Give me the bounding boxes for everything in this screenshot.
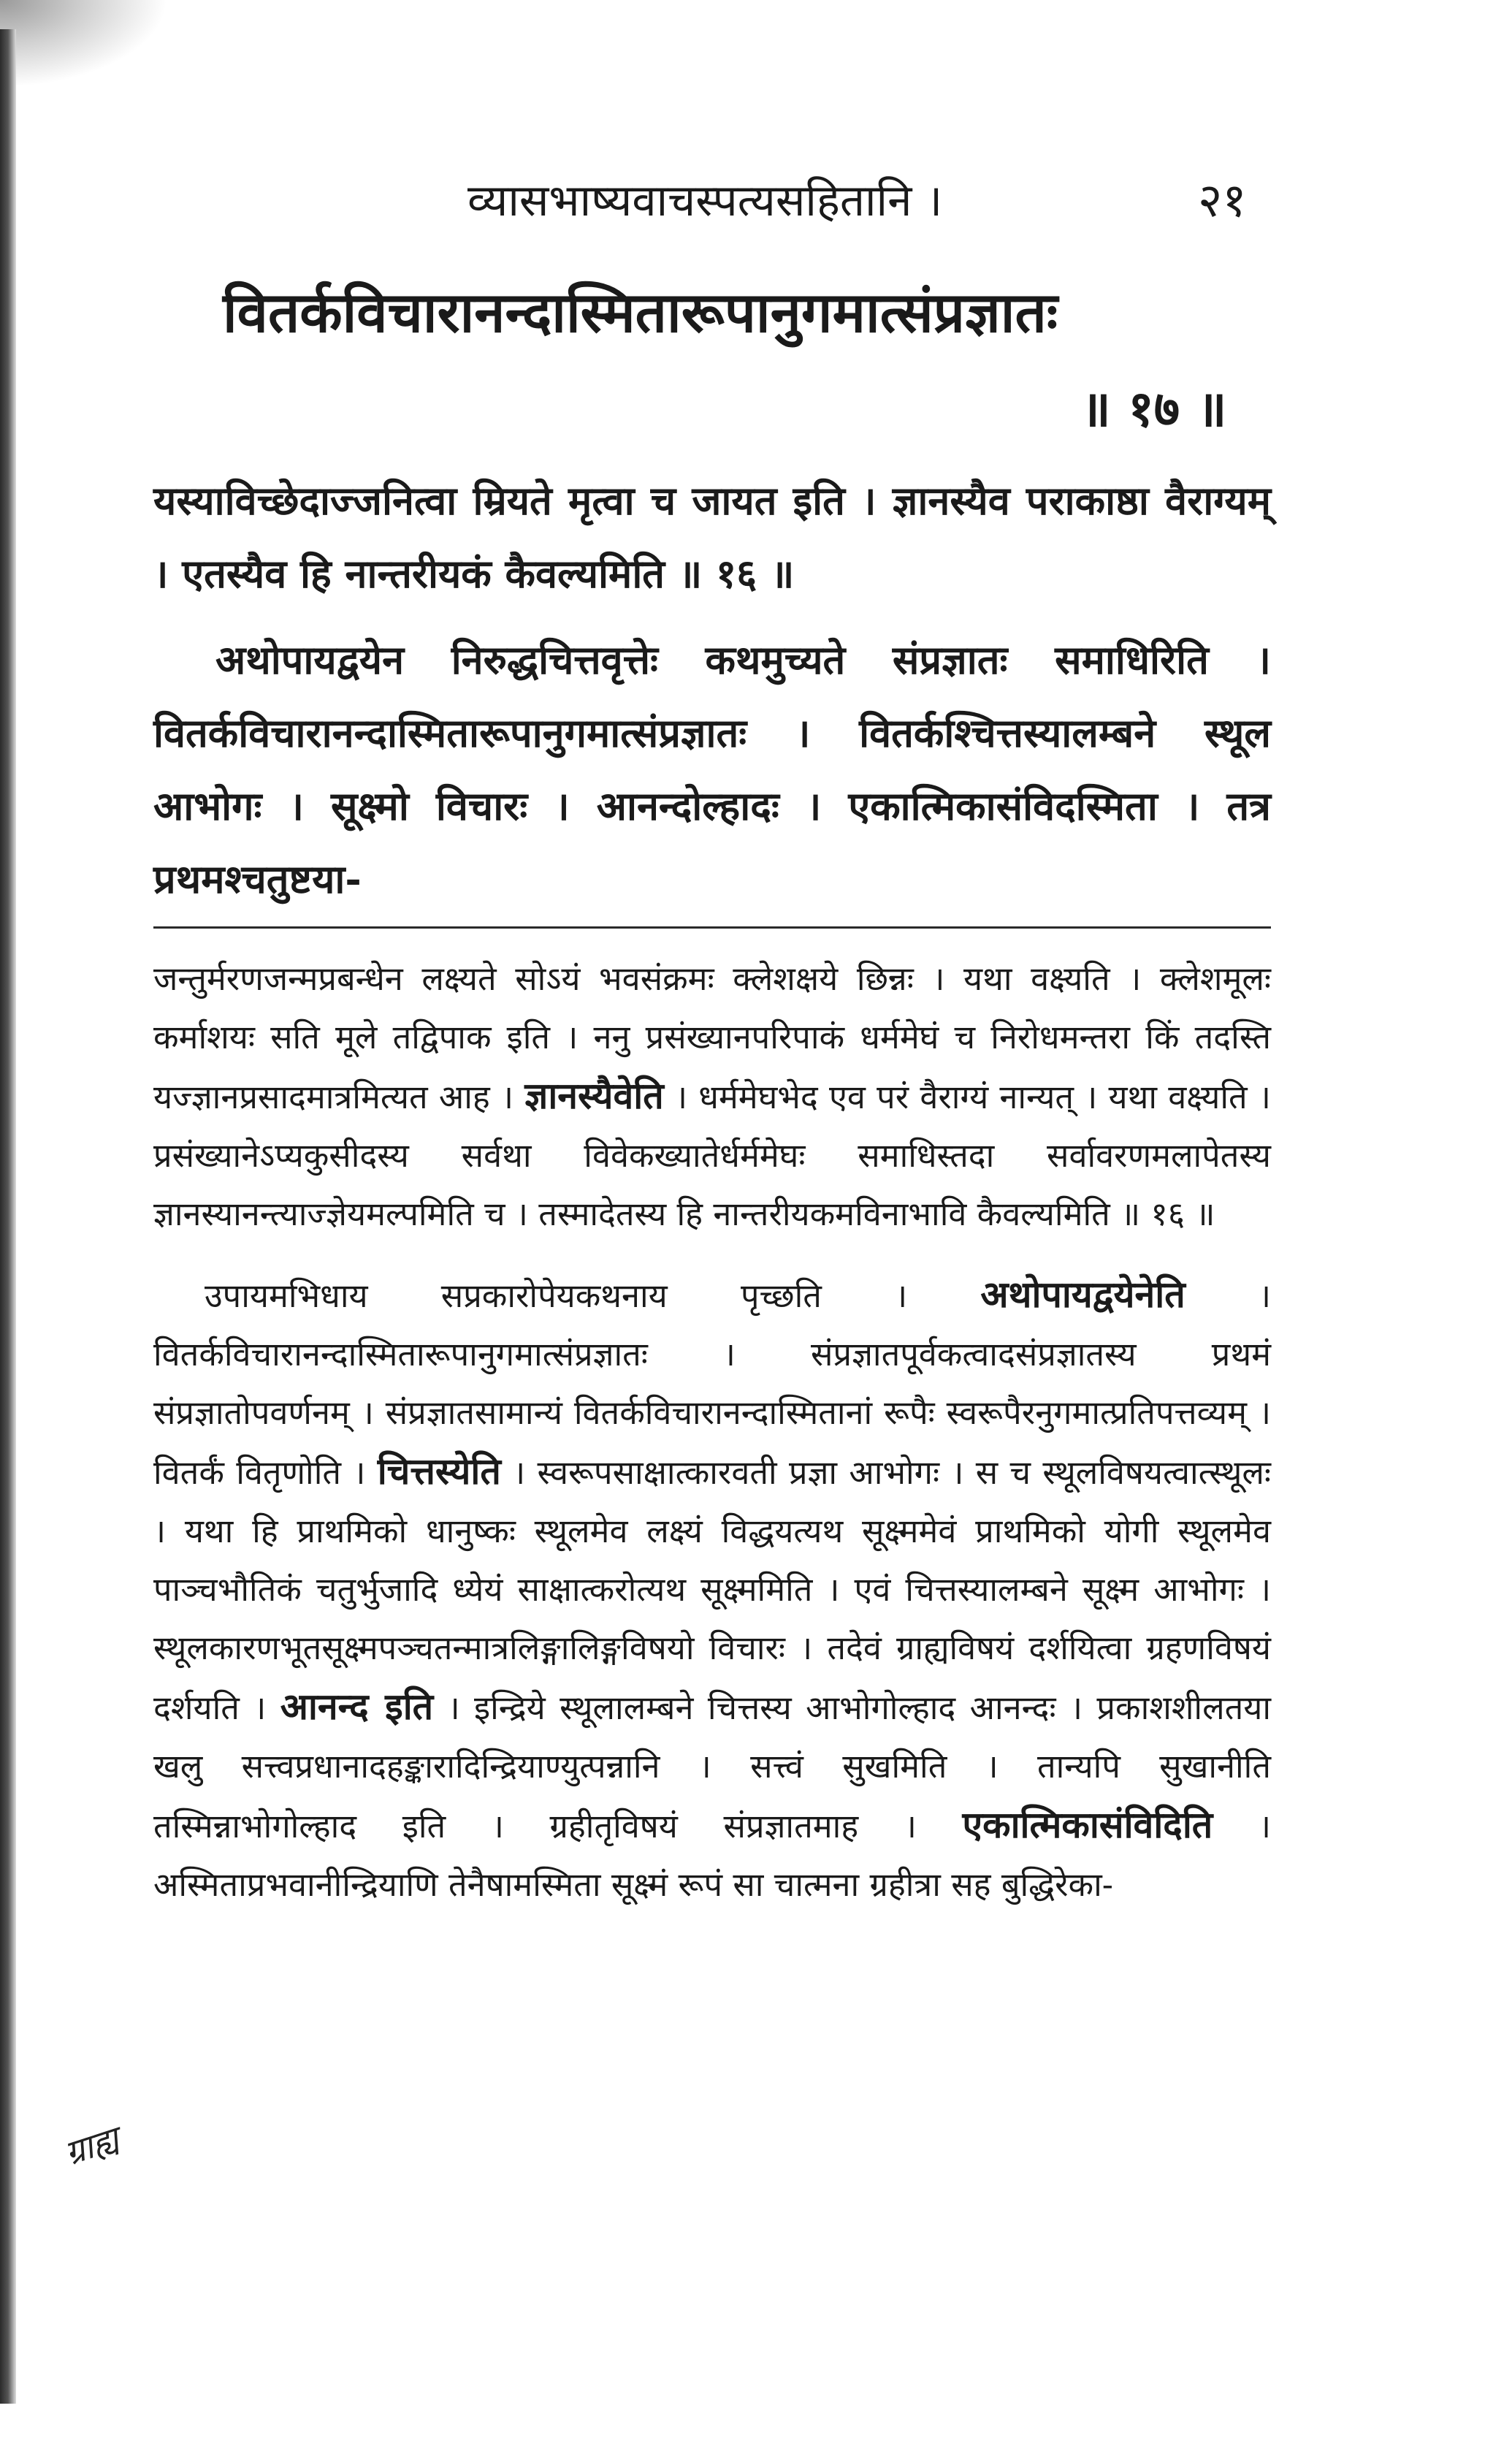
pratika-keyword: एकात्मिकासंविदिति [962, 1803, 1213, 1846]
pratika-keyword: ज्ञानस्यैवेति [524, 1074, 664, 1117]
sutra-heading: वितर्कविचारानन्दास्मितारूपानुगमात्संप्रज्ञातः [223, 280, 1058, 345]
tika-commentary [153, 950, 1271, 1914]
tika-text: । अस्मिताप्रभवानीन्द्रियाणि तेनैषामस्मिता सूक्ष्मं रूपं सा चात्मना ग्रहीत्रा सह बुद्धिरेका- [153, 1807, 1271, 1904]
tika-text: जन्तुर्मरणजन्मप्रबन्धेन लक्ष्यते सोऽयं भवसंक्रमः क्लेशक्षये छिन्नः । यथा वक्ष्यति । क्लेशमूलः कर्माशयः सति मूले तद्विपाक इति । ननु प्रसंख्यानपरिपाकं धर्ममेघं च निरोधमन्तरा किं तदस्ति यज्ज्ञानप्रसादमात्रमित्यत आह । [153, 959, 1271, 1116]
sutra-number: ॥ १७ ॥ [1081, 380, 1227, 438]
tika-text: । स्वरूपसाक्षात्कारवती प्रज्ञा आभोगः । स च स्थूलविषयत्वात्स्थूलः । यथा हि प्राथमिको धानुष्कः स्थूलमेव लक्ष्यं विद्धयत्यथ सूक्ष्ममेवं प्राथमिको योगी स्थूलमेव पाञ्चभौतिकं चतुर्भुजादि ध्येयं साक्षात्करोत्यथ सूक्ष्ममिति । एवं चित्तस्यालम्बने सूक्ष्म आभोगः । स्थूलकारणभूतसूक्ष्मपञ्चतन्मात्रलिङ्गालिङ्गविषयो विचारः । तदेवं ग्राह्यविषयं दर्शयित्वा ग्रहणविषयं दर्शयति । [153, 1453, 1271, 1727]
tika-text: उपायमभिधाय सप्रकारोपेयकथनाय पृच्छति । [205, 1276, 908, 1315]
bhashya-commentary [153, 464, 1271, 915]
pratika-keyword: चित्तस्येति [377, 1450, 501, 1493]
tika-text: । वितर्कविचारानन्दास्मितारूपानुगमात्संप्रज्ञातः । संप्रज्ञातपूर्वकत्वादसंप्रज्ञातस्य प्रथमं संप्रज्ञातोपवर्णनम् । संप्रज्ञातसामान्यं वितर्कविचारानन्दास्मितानां रूपैः स्वरूपैरनुगमात्प्रतिपत्तव्यम् । वितर्कं वितृणोति । [153, 1276, 1271, 1492]
tika-text: । इन्द्रिये स्थूलालम्बने चित्तस्य आभोगोल्हाद आनन्दः । प्रकाशशीलतया खलु सत्त्वप्रधानादहङ्कारादिन्द्रियाण्युत्पन्नानि । सत्त्वं सुखमिति । तान्यपि सुखानीति तस्मिन्नाभोगोल्हाद इति । ग्रहीतृविषयं संप्रज्ञातमाह । [153, 1688, 1272, 1845]
pratika-keyword: आनन्द इति [280, 1685, 434, 1728]
scan-shadow [0, 0, 168, 88]
page-number: २१ [1198, 174, 1247, 228]
handwritten-margin-note: ग्राह्य [59, 2118, 123, 2174]
bhashya-paragraph: यस्याविच्छेदाज्जनित्वा म्रियते मृत्वा च जायत इति । ज्ञानस्यैव पराकाष्ठा वैराग्यम् । एतस्यैव हि नान्तरीयकं कैवल्यमिति ॥ १६ ॥ [153, 477, 1271, 597]
tika-text: । धर्ममेघभेद एव परं वैराग्यं नान्यत् । यथा वक्ष्यति । प्रसंख्यानेऽप्यकुसीदस्य सर्वथा विवेकख्यातेर्धर्ममेघः समाधिस्तदा सर्वावरणमलापेतस्य ज्ञानस्यानन्त्याज्ज्ञेयमल्पमिति च । तस्मादेतस्य हि नान्तरीयकमविनाभावि कैवल्यमिति ॥ १६ ॥ [153, 1078, 1271, 1233]
tika-paragraph [153, 1265, 1271, 1914]
page-binding-edge [0, 29, 16, 2404]
running-head: व्यासभाष्यवाचस्पत्यसहितानि । [467, 175, 943, 226]
pratika-keyword: अथोपायद्वयेनेति [980, 1273, 1185, 1316]
tika-paragraph [153, 950, 1271, 1243]
bhashya-paragraph: अथोपायद्वयेन निरुद्धचित्तवृत्तेः कथमुच्यते संप्रज्ञातः समाधिरिति । वितर्कविचारानन्दास्मितारूपानुगमात्संप्रज्ञातः । वितर्कश्चित्तस्यालम्बने स्थूल आभोगः । सूक्ष्मो विचारः । आनन्दोल्हादः । एकात्मिकासंविदस्मिता । तत्र प्रथमश्चतुष्टया- [153, 636, 1271, 902]
section-divider [153, 926, 1271, 929]
